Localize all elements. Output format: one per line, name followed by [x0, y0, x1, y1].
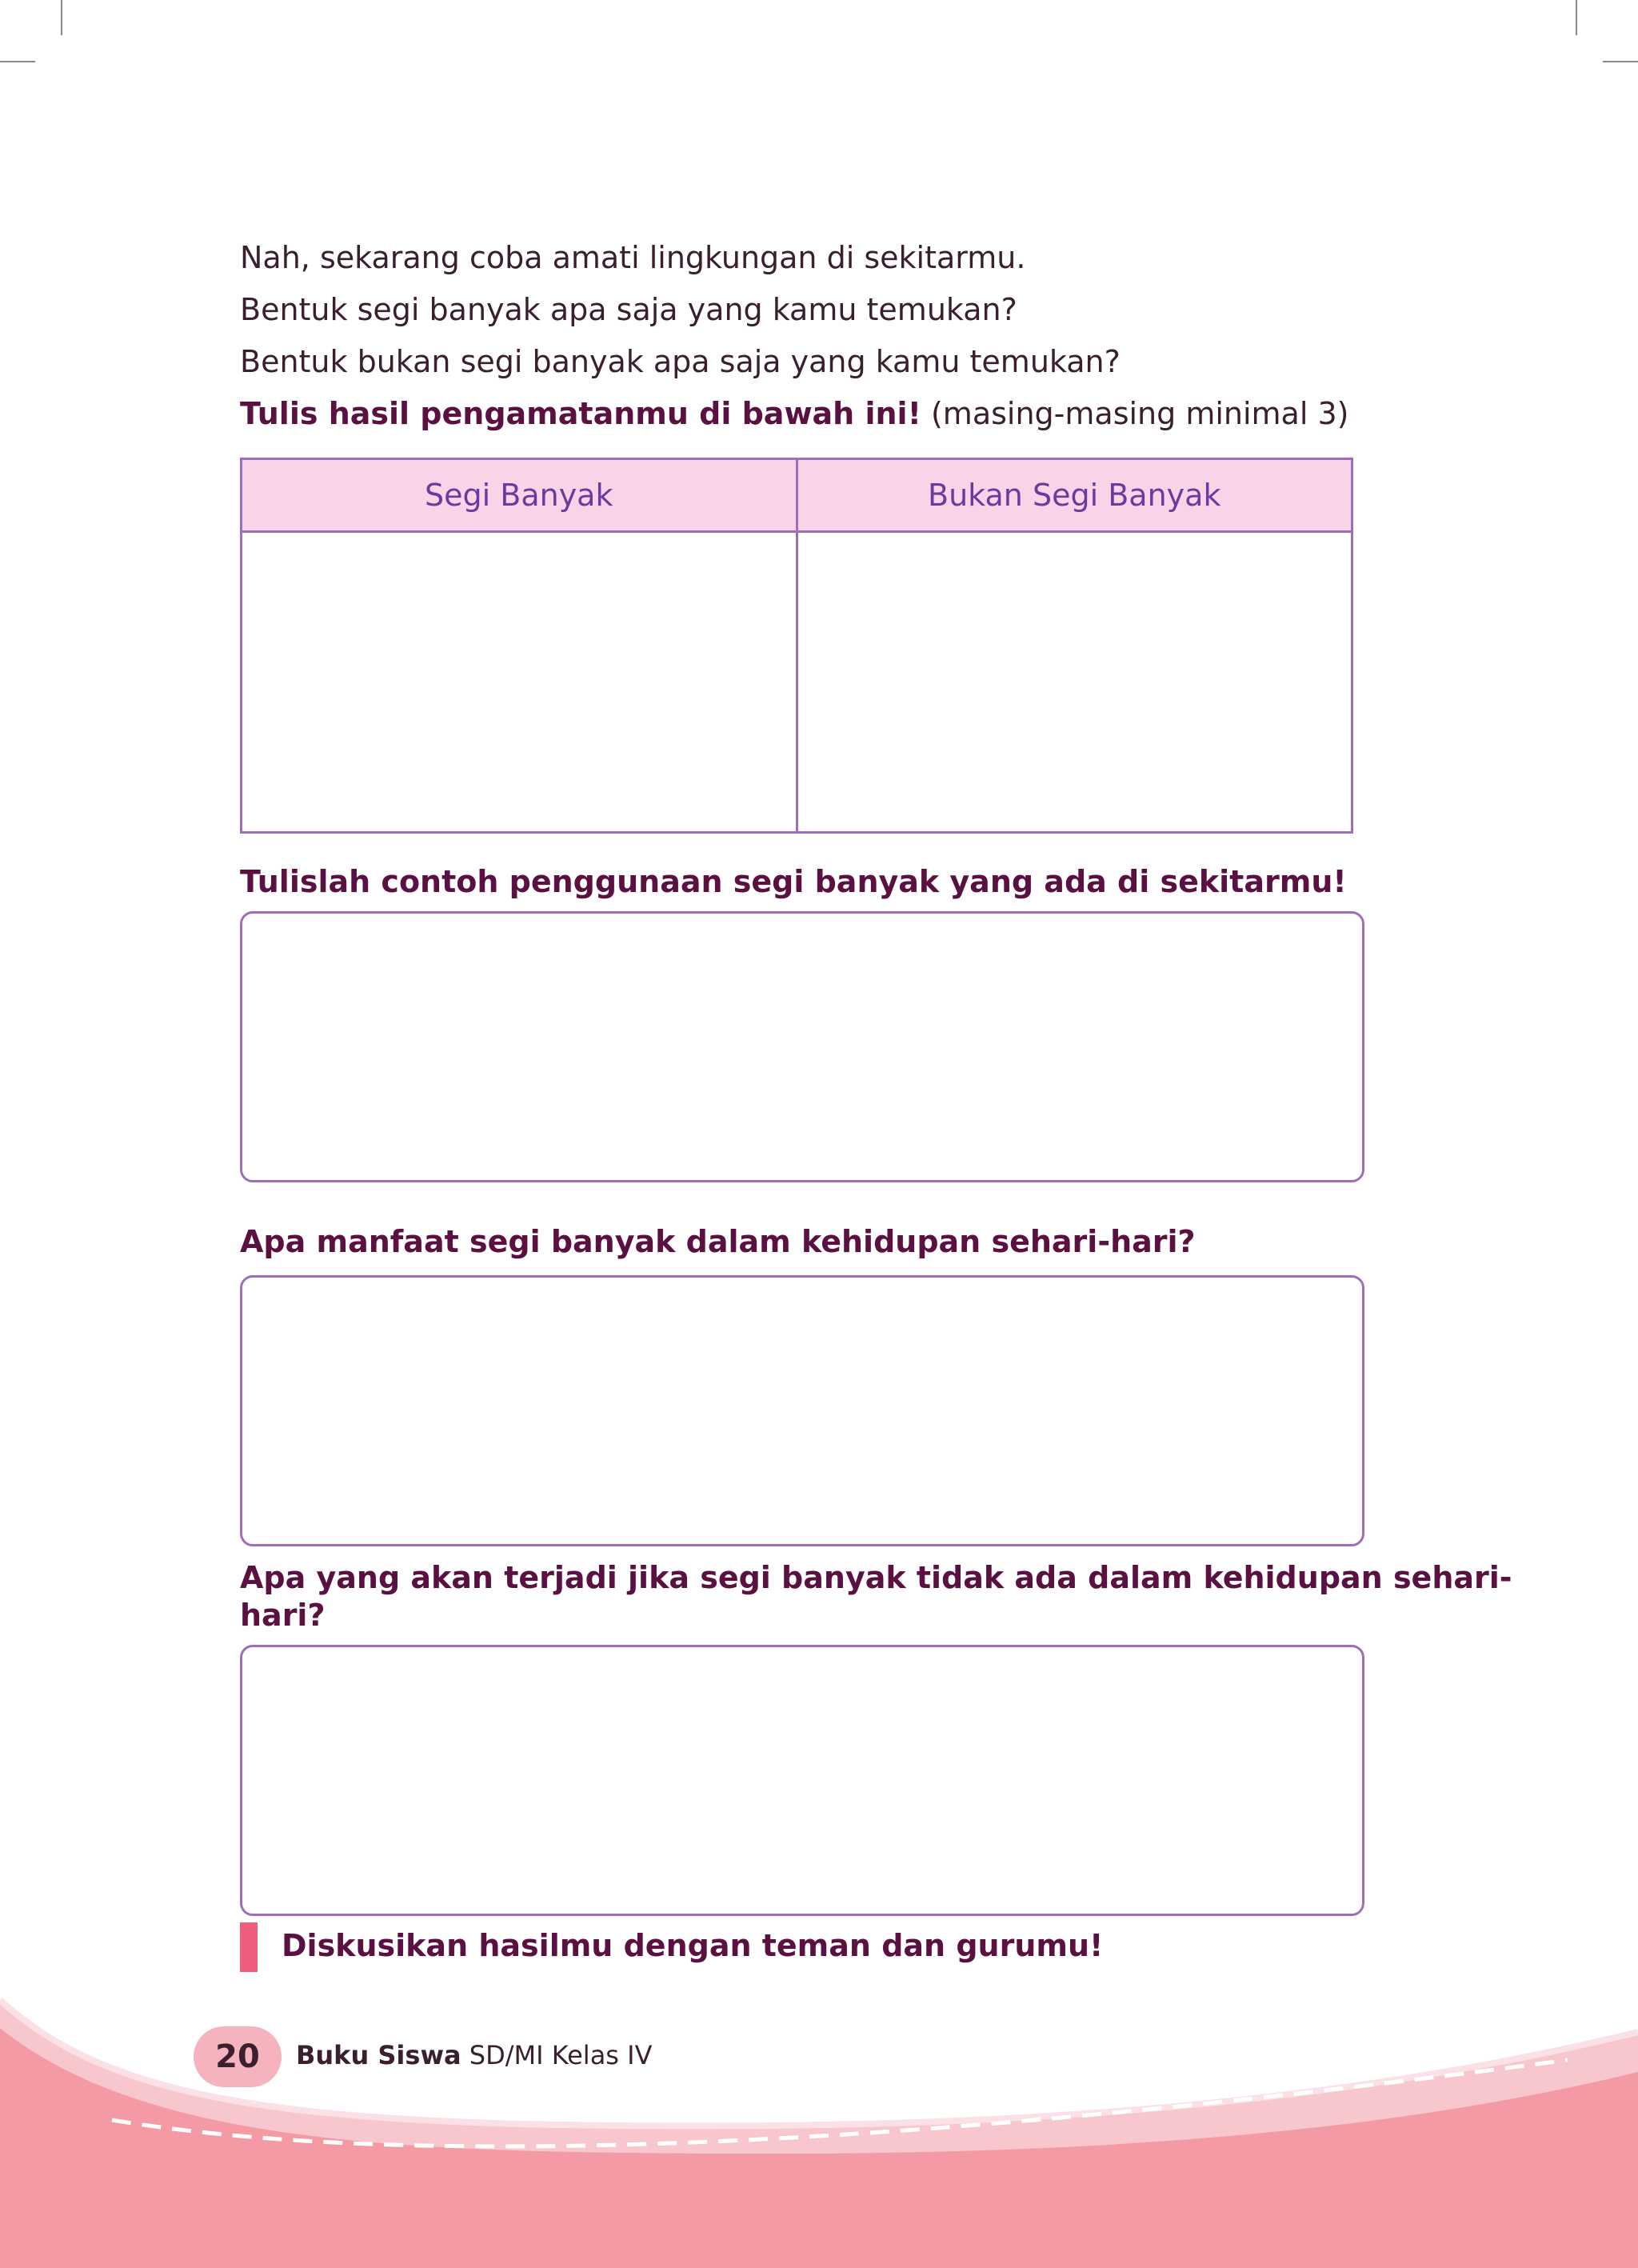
instruction-bold: Tulis hasil pengamatanmu di bawah ini!	[240, 396, 921, 431]
polygon-answer-cell[interactable]	[242, 532, 797, 833]
intro-line: Nah, sekarang coba amati lingkungan di sekitarmu.	[240, 240, 1026, 275]
crop-mark	[1603, 61, 1638, 62]
book-title-rest: SD/MI Kelas IV	[461, 2040, 653, 2070]
answer-box-without-polygon[interactable]	[240, 1645, 1364, 1916]
intro-line: Bentuk segi banyak apa saja yang kamu temukan?	[240, 292, 1017, 327]
header-non-polygon: Bukan Segi Banyak	[797, 459, 1352, 532]
page-number: 20	[194, 2026, 282, 2087]
crop-mark	[61, 0, 62, 35]
discussion-prompt: Diskusikan hasilmu dengan teman dan gurumu!	[282, 1928, 1104, 1963]
answer-box-examples[interactable]	[240, 911, 1364, 1182]
crop-mark	[0, 61, 35, 62]
book-title	[296, 2040, 652, 2070]
question-examples: Tulislah contoh penggunaan segi banyak yang ada di sekitarmu!	[240, 864, 1347, 899]
instruction	[240, 396, 1349, 431]
non-polygon-answer-cell[interactable]	[797, 532, 1352, 833]
header-polygon: Segi Banyak	[242, 459, 797, 532]
observation-table	[240, 458, 1353, 834]
question-without-polygon-cont: hari?	[240, 1598, 326, 1633]
accent-bar	[240, 1922, 258, 1972]
book-title-bold: Buku Siswa	[296, 2040, 461, 2070]
instruction-note: (masing-masing minimal 3)	[921, 396, 1349, 431]
intro-line: Bentuk bukan segi banyak apa saja yang kamu temukan?	[240, 344, 1121, 379]
crop-mark	[1576, 0, 1577, 35]
answer-box-benefits[interactable]	[240, 1275, 1364, 1546]
question-without-polygon: Apa yang akan terjadi jika segi banyak tidak ada dalam kehidupan sehari-	[240, 1560, 1512, 1595]
question-benefits: Apa manfaat segi banyak dalam kehidupan sehari-hari?	[240, 1224, 1196, 1259]
